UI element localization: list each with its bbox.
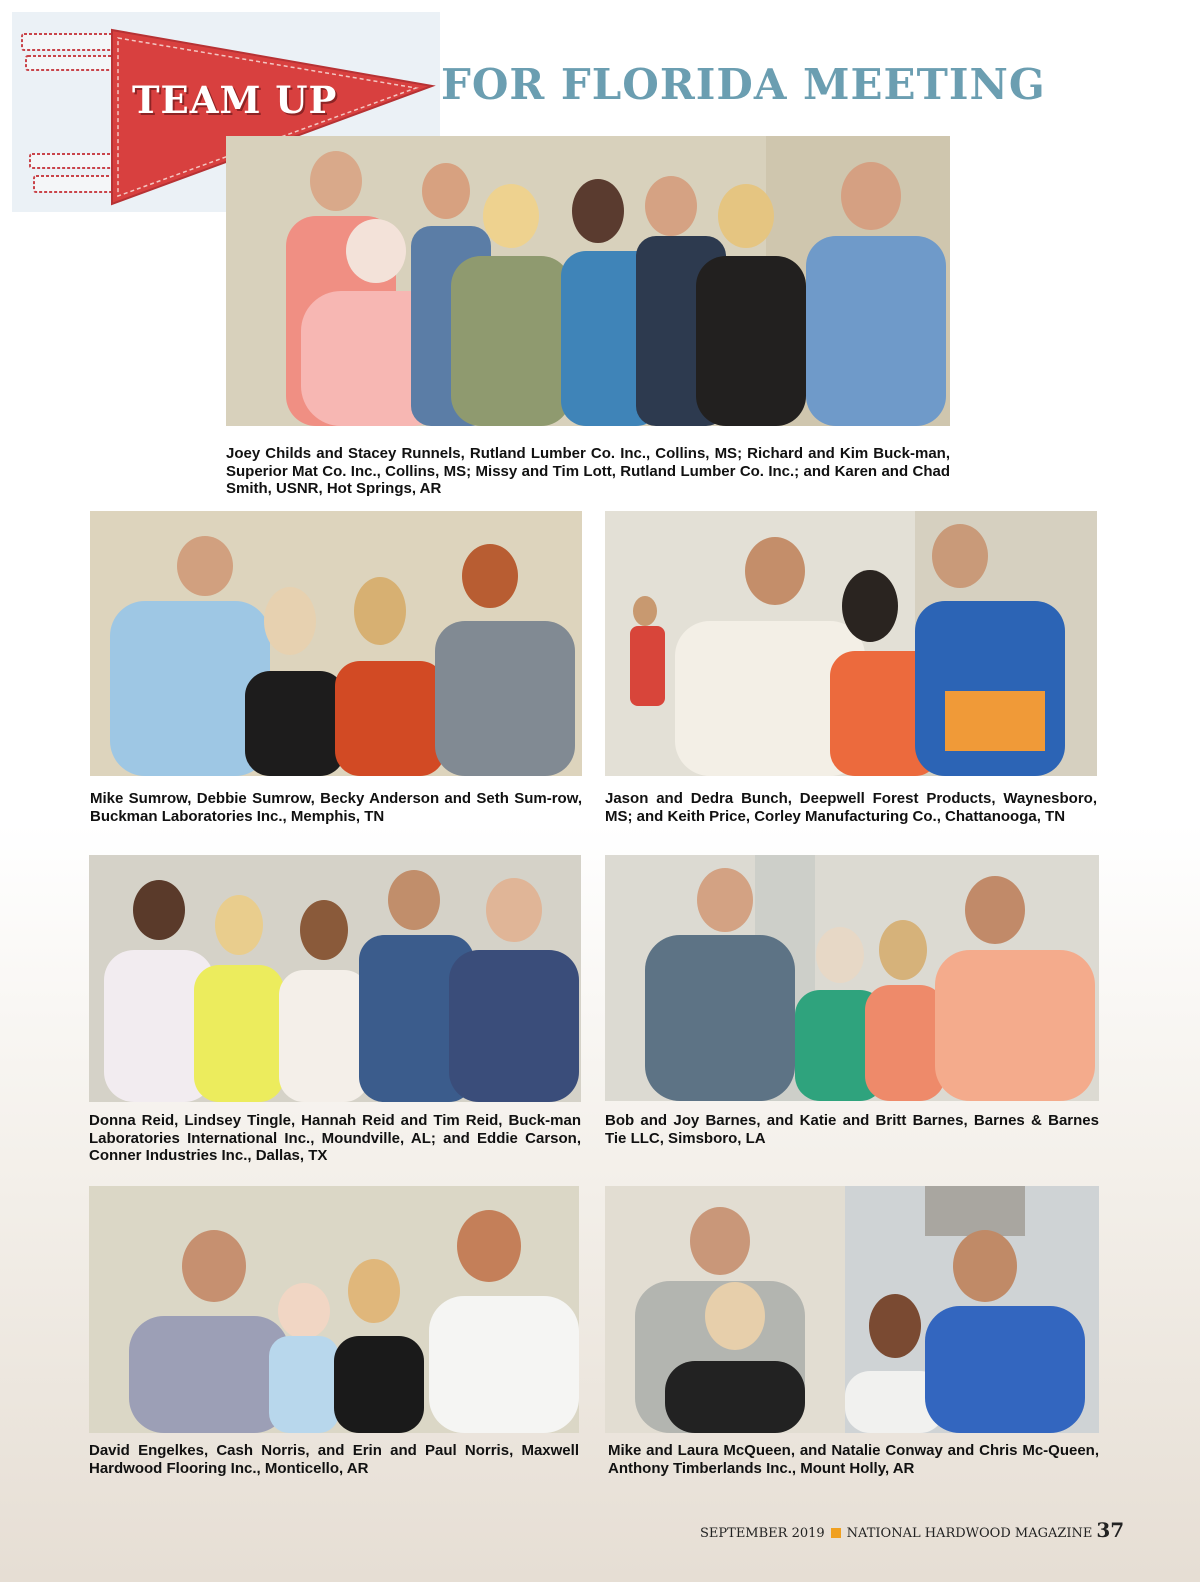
photo-1-caption: Joey Childs and Stacey Runnels, Rutland Lumber Co. Inc., Collins, MS; Richard and Kim Buck-man, Superior Mat Co. Inc., Collins, MS; Missy and Tim Lott, Rutland Lumber Co. Inc.; and Karen and Chad Smith, USNR, Hot Springs, AR <box>226 445 950 497</box>
photo-3-caption: Jason and Dedra Bunch, Deepwell Forest Products, Waynesboro, MS; and Keith Price, Corley Manufacturing Co., Chattanooga, TN <box>605 790 1097 825</box>
page-number: 37 <box>1096 1518 1125 1542</box>
group-photo-1 <box>226 136 950 426</box>
group-photo-3 <box>605 511 1097 776</box>
group-photo-7 <box>605 1186 1099 1433</box>
group-photo-4 <box>89 855 581 1102</box>
page-headline: FOR FLORIDA MEETING <box>441 60 1046 109</box>
page-footer <box>700 1518 1125 1542</box>
footer-square-icon <box>831 1528 841 1538</box>
photo-5-caption: Bob and Joy Barnes, and Katie and Britt Barnes, Barnes & Barnes Tie LLC, Simsboro, LA <box>605 1112 1099 1147</box>
photo-4-caption: Donna Reid, Lindsey Tingle, Hannah Reid and Tim Reid, Buck-man Laboratories International Inc., Moundville, AL; and Eddie Carson, Conner Industries Inc., Dallas, TX <box>89 1112 581 1164</box>
photo-7-caption: Mike and Laura McQueen, and Natalie Conway and Chris Mc-Queen, Anthony Timberlands Inc., Mount Holly, AR <box>608 1442 1099 1477</box>
photo-6-caption: David Engelkes, Cash Norris, and Erin and Paul Norris, Maxwell Hardwood Flooring Inc., Monticello, AR <box>89 1442 579 1477</box>
group-photo-6 <box>89 1186 579 1433</box>
photo-2-caption: Mike Sumrow, Debbie Sumrow, Becky Anderson and Seth Sum-row, Buckman Laboratories Inc., Memphis, TN <box>90 790 582 825</box>
group-photo-2 <box>90 511 582 776</box>
magazine-name: NATIONAL HARDWOOD MAGAZINE <box>846 1526 1093 1541</box>
group-photo-5 <box>605 855 1099 1101</box>
issue-date: SEPTEMBER 2019 <box>700 1526 825 1541</box>
pennant-label: TEAM UP <box>132 78 338 122</box>
